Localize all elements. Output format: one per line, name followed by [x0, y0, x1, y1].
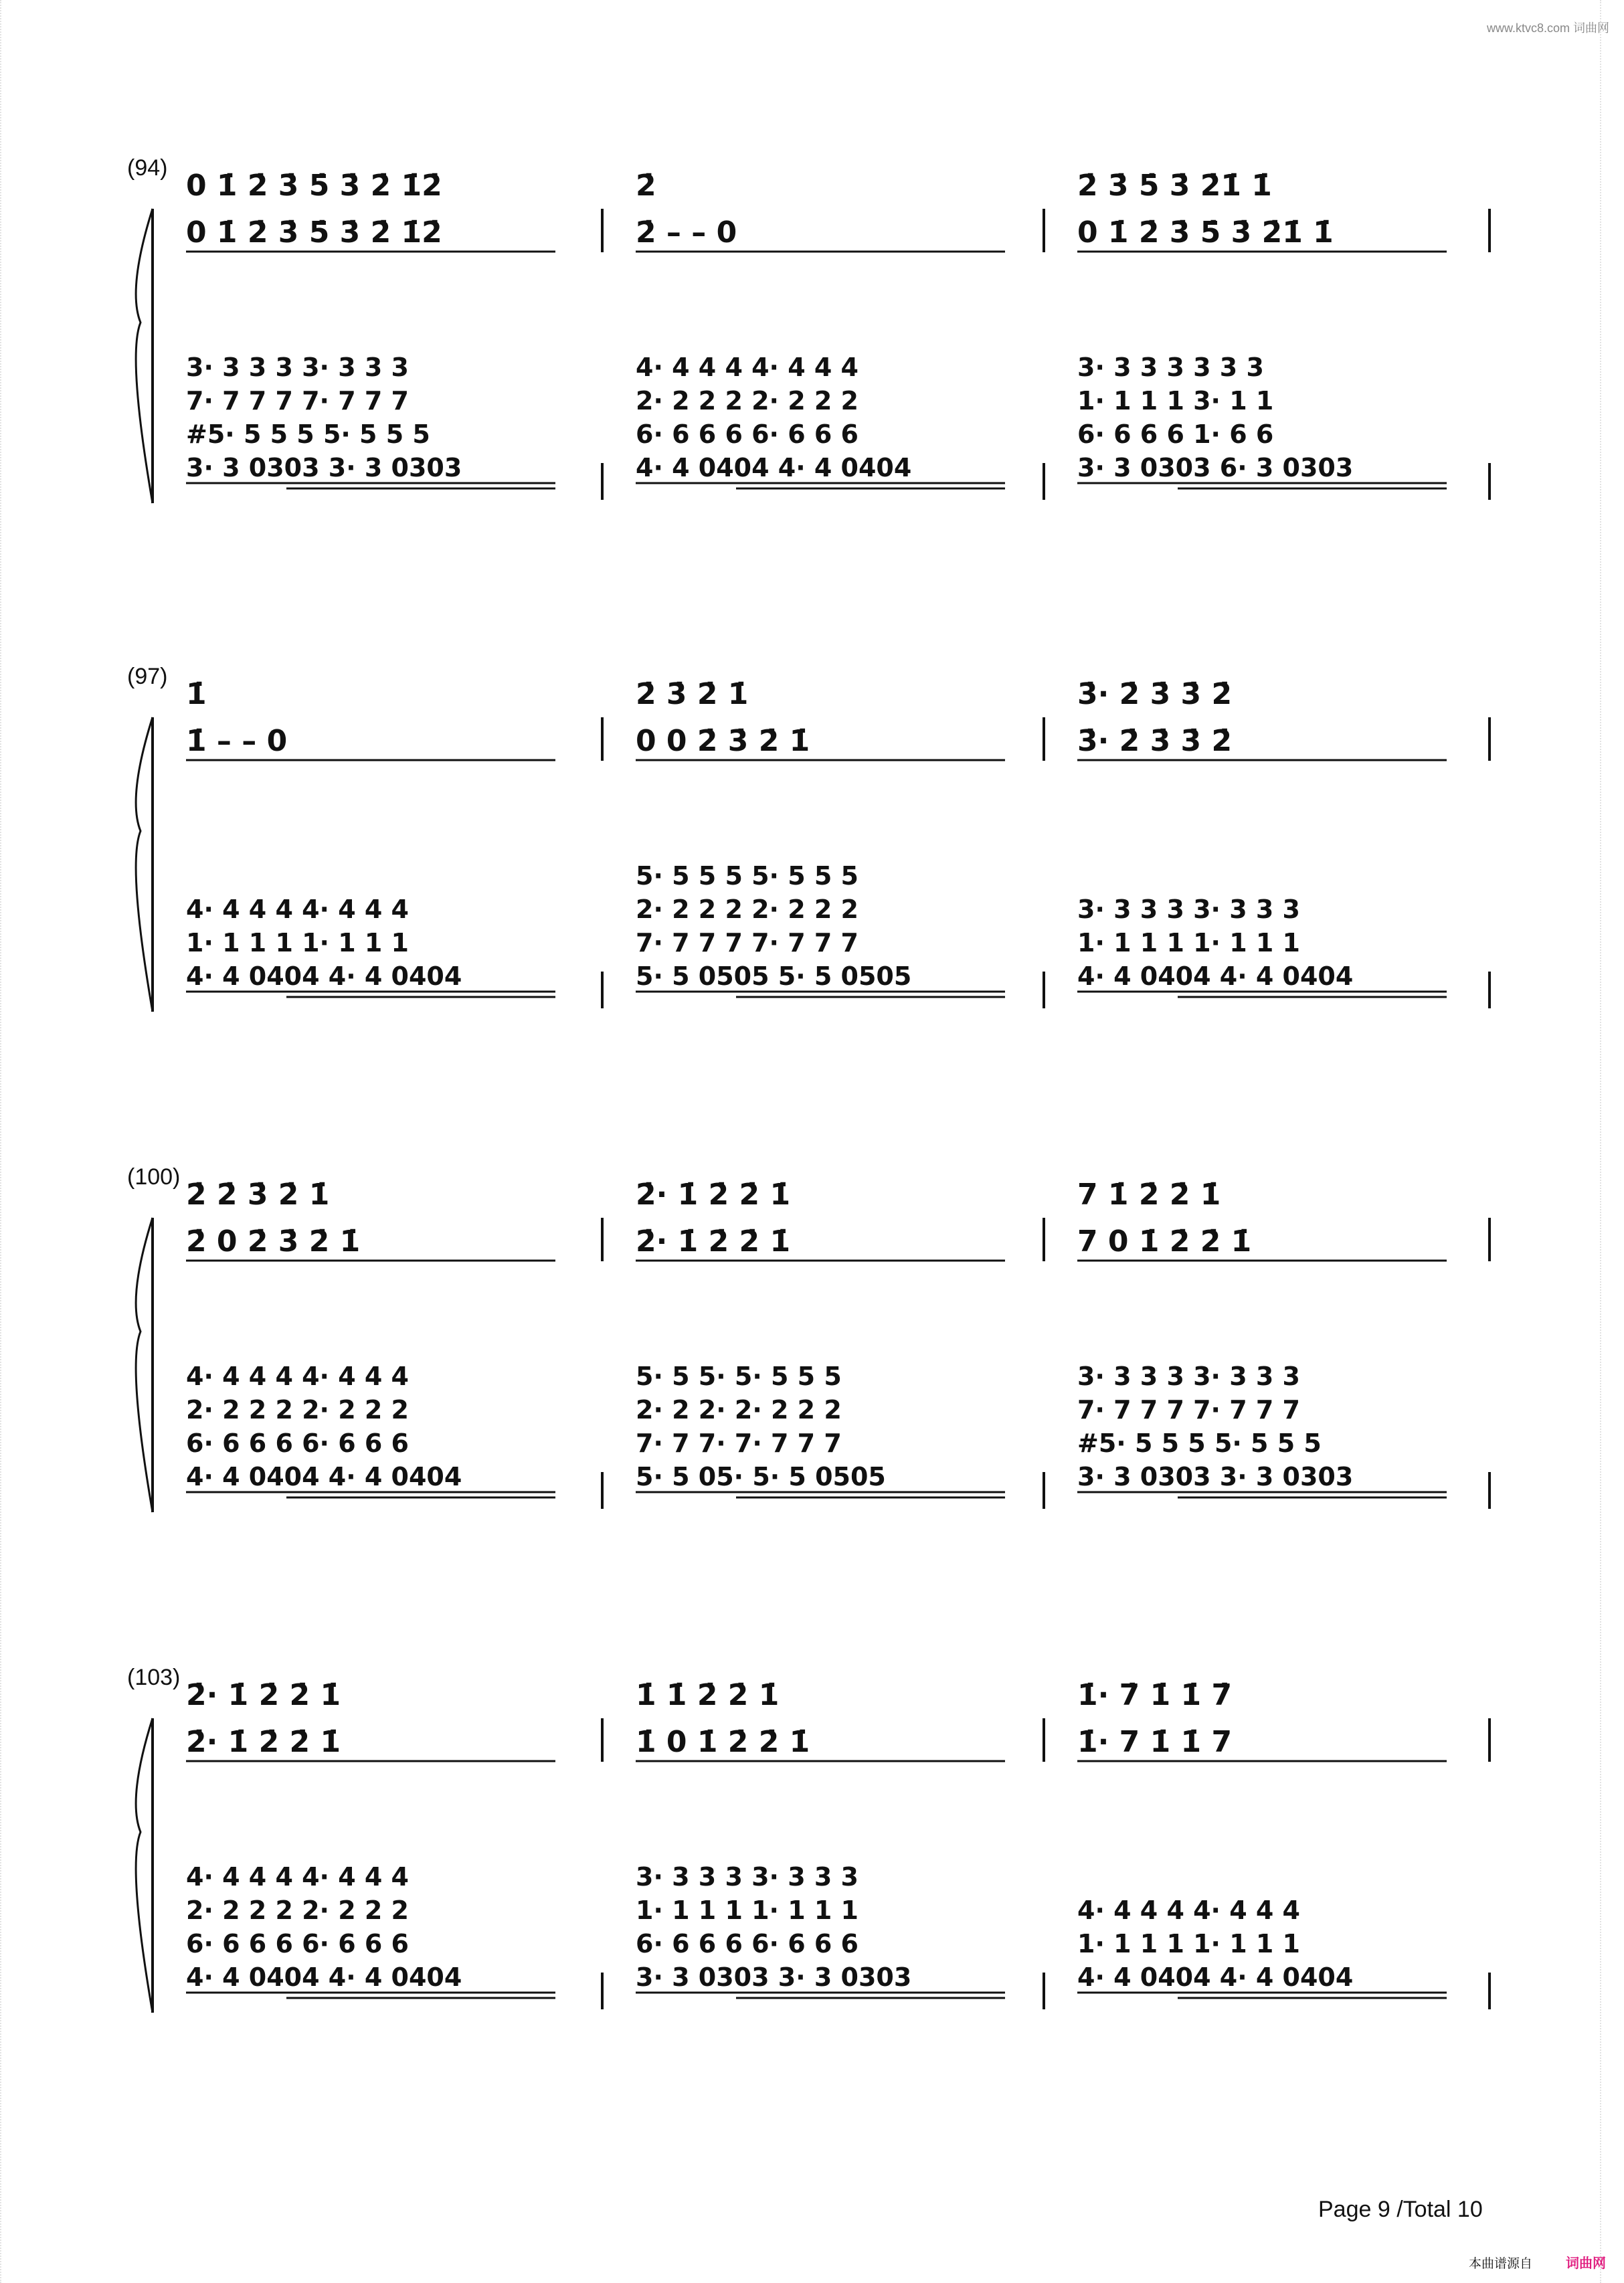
grand-staff-brace	[136, 209, 153, 503]
rh-lower-measure: 2̇ 0 2̇ 3̇ 2̇ 1̇	[186, 1224, 361, 1259]
lh-chord-row: 1· 1 1 1 3· 1 1	[1077, 386, 1274, 416]
lh-chord-row: 6· 6 6 6 6· 6 6 6	[186, 1929, 410, 1958]
lh-chord-row: 5· 5 05· 5· 5 0505	[636, 1462, 886, 1491]
rh-lower-measure: 2̇· 1̇ 2̇ 2̇ 1̇	[636, 1224, 791, 1259]
lh-chord-row: 3· 3 0303 6· 3 0303	[1077, 453, 1354, 482]
lh-chord-row: 2· 2 2 2 2· 2 2 2	[186, 1395, 410, 1425]
rh-lower-measure: 1̇ 0 1̇ 2̇ 2̇ 1̇	[636, 1725, 810, 1759]
lh-chord-row: 5· 5 5· 5· 5 5 5	[636, 1362, 842, 1391]
rh-lower-measure: 0 1̇ 2̇ 3̇ 5̇ 3̇ 2̇ 1̇2̇	[186, 215, 442, 250]
lh-chord-row: 7· 7 7 7 7· 7 7 7	[1077, 1395, 1301, 1425]
rh-upper-measure: 3̇· 2̇ 3̇ 3̇ 2̇	[1077, 677, 1233, 711]
lh-chord-row: 2· 2 2 2 2· 2 2 2	[186, 1896, 410, 1925]
lh-chord-row: 4· 4 4 4 4· 4 4 4	[636, 353, 859, 382]
lh-chord-row: 4· 4 0404 4· 4 0404	[186, 962, 462, 991]
lh-chord-row: 6· 6 6 6 6· 6 6 6	[186, 1429, 410, 1458]
lh-chord-row: 4· 4 0404 4· 4 0404	[1077, 1962, 1354, 1992]
lh-chord-row: 3· 3 3 3 3· 3 3 3	[186, 353, 410, 382]
lh-chord-row: 4· 4 4 4 4· 4 4 4	[186, 895, 410, 924]
rh-upper-measure: 1̇· 7̇ 1̇ 1̇ 7̇	[1077, 1678, 1233, 1712]
measure-number: (94)	[127, 155, 168, 181]
rh-lower-measure: 0 0 2̇ 3̇ 2̇ 1̇	[636, 724, 810, 758]
lh-chord-row: 3· 3 0303 3· 3 0303	[1077, 1462, 1354, 1491]
lh-chord-row: 3· 3 3 3 3· 3 3 3	[1077, 1362, 1301, 1391]
rh-lower-measure: 1̇· 7 1̇ 1̇ 7	[1077, 1725, 1233, 1759]
site-url-header: www.ktvc8.com 词曲网	[1487, 21, 1610, 35]
lh-chord-row: 4· 4 0404 4· 4 0404	[636, 453, 912, 482]
lh-chord-row: 2· 2 2 2 2· 2 2 2	[636, 386, 859, 416]
rh-lower-measure: 3̇· 2̇ 3̇ 3̇ 2̇	[1077, 724, 1233, 758]
rh-lower-measure: 7 0 1̇ 2̇ 2̇ 1̇	[1077, 1224, 1252, 1259]
lh-chord-row: 1· 1 1 1 1· 1 1 1	[1077, 928, 1301, 957]
lh-chord-row: 5· 5 0505 5· 5 0505	[636, 962, 912, 991]
lh-chord-row: 4· 4 4 4 4· 4 4 4	[186, 1862, 410, 1892]
lh-chord-row: 2· 2 2· 2· 2 2 2	[636, 1395, 842, 1425]
lh-chord-row: 3· 3 3 3 3· 3 3 3	[1077, 895, 1301, 924]
page-indicator: Page 9 /Total 10	[1318, 2197, 1483, 2222]
lh-chord-row: 3· 3 3 3 3· 3 3 3	[636, 1862, 859, 1892]
rh-upper-measure: 7 1̇ 2̇ 2̇ 1̇	[1077, 1178, 1221, 1212]
rh-upper-measure: 1̇	[186, 677, 207, 711]
lh-chord-row: 4· 4 4 4 4· 4 4 4	[1077, 1896, 1301, 1925]
source-label: 本曲谱源自	[1469, 2256, 1533, 2271]
rh-upper-measure: 1̇ 1̇ 2̇ 2̇ 1̇	[636, 1678, 780, 1712]
measure-number: (97)	[127, 664, 168, 689]
lh-chord-row: #5· 5 5 5 5· 5 5 5	[186, 420, 430, 449]
lh-chord-row: 4· 4 4 4 4· 4 4 4	[186, 1362, 410, 1391]
lh-chord-row: 2· 2 2 2 2· 2 2 2	[636, 895, 859, 924]
grand-staff-brace	[136, 1718, 153, 2013]
lh-chord-row: 3· 3 3 3 3 3 3	[1077, 353, 1264, 382]
rh-upper-measure: 2̇· 1̇ 2̇ 2̇ 1̇	[186, 1678, 341, 1712]
lh-chord-row: 3· 3 0303 3· 3 0303	[186, 453, 462, 482]
lh-chord-row: 4· 4 0404 4· 4 0404	[186, 1462, 462, 1491]
rh-upper-measure: 2̇ 3̇ 5̇ 3̇ 2̇1̇ 1̇	[1077, 169, 1272, 203]
rh-upper-measure: 2̇	[636, 169, 656, 203]
lh-chord-row: #5· 5 5 5 5· 5 5 5	[1077, 1429, 1322, 1458]
lh-chord-row: 6· 6 6 6 6· 6 6 6	[636, 420, 859, 449]
lh-chord-row: 6· 6 6 6 6· 6 6 6	[636, 1929, 859, 1958]
rh-upper-measure: 2̇· 1̇ 2̇ 2̇ 1̇	[636, 1178, 791, 1212]
lh-chord-row: 6· 6 6 6 1· 6 6	[1077, 420, 1274, 449]
rh-lower-measure: 2̇· 1̇ 2̇ 2̇ 1̇	[186, 1725, 341, 1759]
rh-upper-measure: 0 1̇ 2̇ 3̇ 5̇ 3̇ 2̇ 1̇2̇	[186, 169, 442, 203]
lh-chord-row: 1· 1 1 1 1· 1 1 1	[1077, 1929, 1301, 1958]
site-logo: 词曲网	[1566, 2255, 1606, 2271]
measure-number: (103)	[127, 1665, 181, 1690]
lh-chord-row: 1· 1 1 1 1· 1 1 1	[186, 928, 410, 957]
lh-chord-row: 4· 4 0404 4· 4 0404	[186, 1962, 462, 1992]
lh-chord-row: 7· 7 7 7 7· 7 7 7	[636, 928, 859, 957]
rh-lower-measure: 2̇ – – 0	[636, 215, 737, 250]
lh-chord-row: 7· 7 7 7 7· 7 7 7	[186, 386, 410, 416]
grand-staff-brace	[136, 1218, 153, 1512]
lh-chord-row: 1· 1 1 1 1· 1 1 1	[636, 1896, 859, 1925]
lh-chord-row: 4· 4 0404 4· 4 0404	[1077, 962, 1354, 991]
measure-number: (100)	[127, 1164, 181, 1190]
rh-upper-measure: 2̇ 3̇ 2̇ 1̇	[636, 677, 749, 711]
rh-lower-measure: 0 1̇ 2̇ 3̇ 5̇ 3̇ 2̇1̇ 1̇	[1077, 215, 1334, 250]
grand-staff-brace	[136, 717, 153, 1012]
rh-lower-measure: 1̇ – – 0	[186, 724, 288, 758]
rh-upper-measure: 2̇ 2̇ 3̇ 2̇ 1̇	[186, 1178, 330, 1212]
lh-chord-row: 5· 5 5 5 5· 5 5 5	[636, 861, 859, 891]
lh-chord-row: 3· 3 0303 3· 3 0303	[636, 1962, 912, 1992]
lh-chord-row: 7· 7 7· 7· 7 7 7	[636, 1429, 842, 1458]
